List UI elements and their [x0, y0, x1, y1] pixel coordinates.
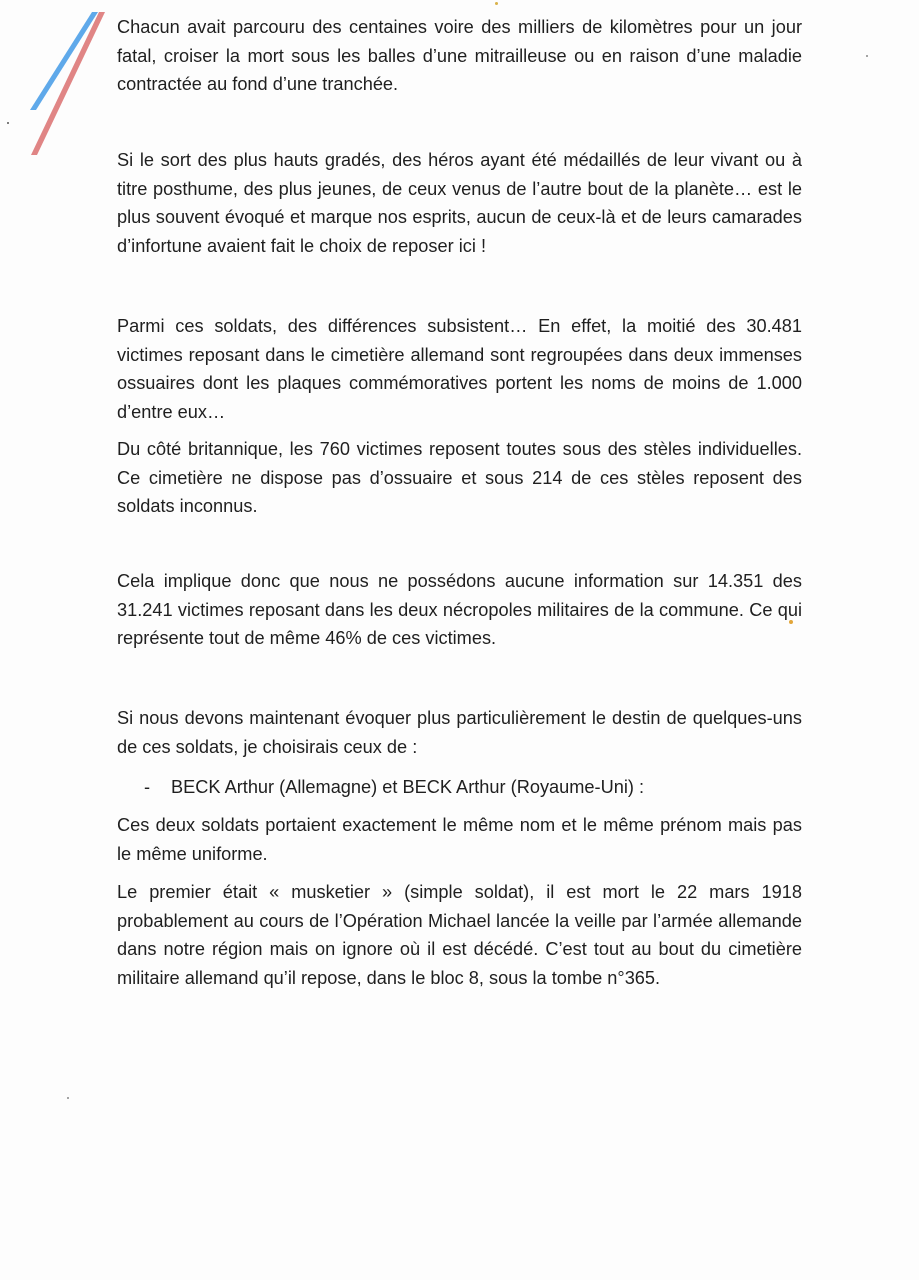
scan-speck: [7, 122, 9, 124]
bullet-text: BECK Arthur (Allemagne) et BECK Arthur (Royaume-Uni) :: [171, 777, 645, 797]
scan-speck: [866, 55, 868, 57]
paragraph-4: Du côté britannique, les 760 victimes reposent toutes sous des stèles individuelles. Ce cimetière ne dispose pas d’ossuaire et sous 214 de ces stèles reposent des soldats inconnus.: [117, 439, 802, 516]
scan-speck: [789, 620, 793, 624]
scan-speck: [495, 2, 498, 5]
paragraph-1: Chacun avait parcouru des centaines voire des milliers de kilomètres pour un jour fatal, croiser la mort sous les balles d’une mitrailleuse ou en raison d’une maladie contractée au fond d’une tranchée.: [117, 17, 802, 94]
paragraph-6: Si nous devons maintenant évoquer plus particulièrement le destin de quelques-uns de ces soldats, je choisirais ceux de :: [117, 708, 802, 757]
paragraph-7: Ces deux soldats portaient exactement le même nom et le même prénom mais pas le même uniforme.: [117, 815, 802, 864]
bullet-marker: -: [144, 777, 151, 797]
paragraph-5: Cela implique donc que nous ne possédons aucune information sur 14.351 des 31.241 victimes reposant dans les deux nécropoles militaires de la commune. Ce qui représente tout de même 46% de ces victimes.: [117, 571, 802, 648]
tricolor-stripes-logo: [28, 12, 108, 162]
paragraph-8: Le premier était « musketier » (simple soldat), il est mort le 22 mars 1918 probablement au cours de l’Opération Michael lancée la veille par l’armée allemande dans notre région mais on ignore où il est décédé. C’est tout au bout du cimetière militaire allemand qu’il repose, dans le bloc 8, sous la tombe n°365.: [117, 882, 802, 988]
paragraph-2: Si le sort des plus hauts gradés, des héros ayant été médaillés de leur vivant ou à titre posthume, des plus jeunes, de ceux venus de l’autre bout de la planète… est le plus souvent évoqué et marque nos esprits, aucun de ceux-là et de leurs camarades d’infortune avaient fait le choix de reposer ici !: [117, 150, 802, 256]
scan-speck: [67, 1097, 69, 1099]
bullet-item: [144, 773, 784, 802]
red-stripe: [31, 12, 105, 155]
paragraph-3: Parmi ces soldats, des différences subsistent… En effet, la moitié des 30.481 victimes reposant dans le cimetière allemand sont regroupées dans deux immenses ossuaires dont les plaques commémoratives portent les noms de moins de 1.000 d’entre eux…: [117, 316, 802, 422]
